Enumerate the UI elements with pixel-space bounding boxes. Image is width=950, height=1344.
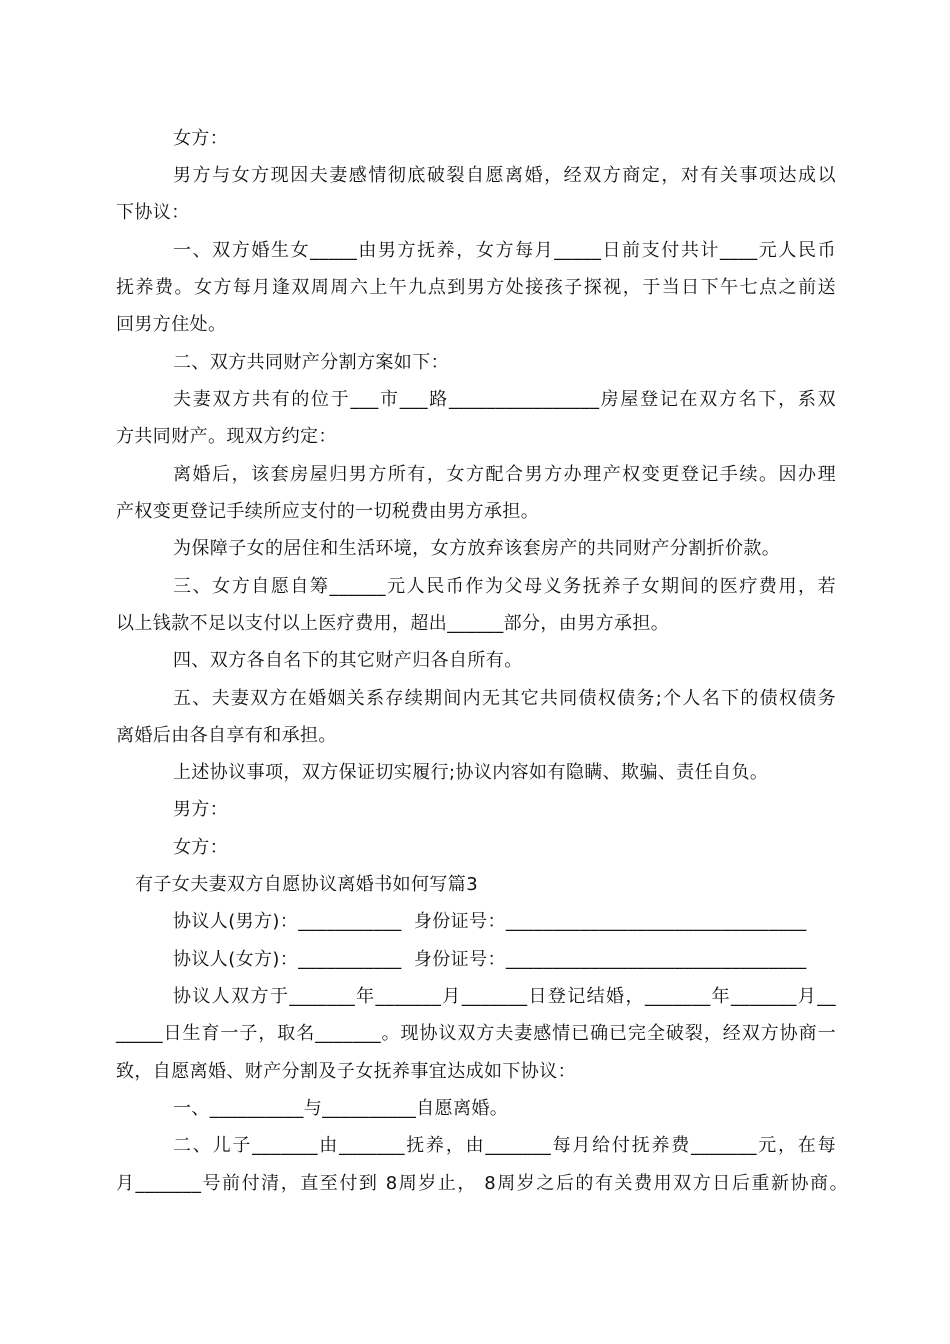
text-line: 女方： [173, 128, 229, 149]
text-line: 一、__________与__________自愿离婚。 [173, 1098, 509, 1119]
text-line: 为保障子女的居住和生活环境，女方放弃该套房产的共同财产分割折价款。 [173, 538, 781, 559]
text-line: 产权变更登记手续所应支付的一切税费由男方承担。 [116, 501, 540, 522]
text-line: 夫妻双方共有的位于___市___路________________房屋登记在双方名下，系双 [173, 389, 836, 410]
text-line: 四、双方各自名下的其它财产归各自所有。 [173, 650, 523, 671]
text-line: 二、双方共同财产分割方案如下： [173, 352, 449, 373]
section-heading: 有子女夫妻双方自愿协议离婚书如何写篇3 [135, 874, 479, 895]
text-line: 离婚后由各自享有和承担。 [116, 725, 337, 746]
text-line: _____日生育一子，取名_______。现协议双方夫妻感情已确已完全破裂，经双方协商一 [116, 1023, 836, 1044]
text-line: 协议人双方于_______年_______月_______日登记结婚，_______年_______月__ [173, 986, 836, 1007]
text-line: 女方： [173, 837, 229, 858]
text-line: 协议人(女方)：___________ 身份证号：________________________________ [173, 949, 807, 970]
text-line: 协议人(男方)：___________ 身份证号：________________________________ [173, 911, 807, 932]
text-line: 致，自愿离婚、财产分割及子女抚养事宜达成如下协议： [116, 1061, 576, 1082]
text-line: 一、双方婚生女_____由男方抚养，女方每月_____日前支付共计____元人民币 [173, 240, 836, 261]
text-line: 以上钱款不足以支付以上医疗费用，超出______部分，由男方承担。 [116, 613, 670, 634]
text-line: 二、儿子_______由_______抚养，由_______每月给付抚养费_______元，在每 [173, 1135, 836, 1156]
text-line: 男方： [173, 799, 229, 820]
text-line: 抚养费。女方每月逢双周周六上午九点到男方处接孩子探视，于当日下午七点之前送 [116, 277, 836, 298]
text-line: 回男方住处。 [116, 314, 227, 335]
text-line: 方共同财产。现双方约定： [116, 426, 337, 447]
text-line: 月_______号前付清，直至付到 8周岁止， 8周岁之后的有关费用双方日后重新协商。 [116, 1173, 848, 1194]
text-line: 三、女方自愿自筹______元人民币作为父母义务抚养子女期间的医疗费用，若 [173, 576, 836, 597]
text-line: 离婚后，该套房屋归男方所有，女方配合男方办理产权变更登记手续。因办理 [173, 464, 836, 485]
text-line: 五、夫妻双方在婚姻关系存续期间内无其它共同债权债务;个人名下的债权债务 [173, 688, 836, 709]
text-line: 下协议： [116, 202, 190, 223]
text-line: 男方与女方现因夫妻感情彻底破裂自愿离婚，经双方商定，对有关事项达成以 [173, 165, 836, 186]
text-line: 上述协议事项，双方保证切实履行;协议内容如有隐瞒、欺骗、责任自负。 [173, 762, 769, 783]
